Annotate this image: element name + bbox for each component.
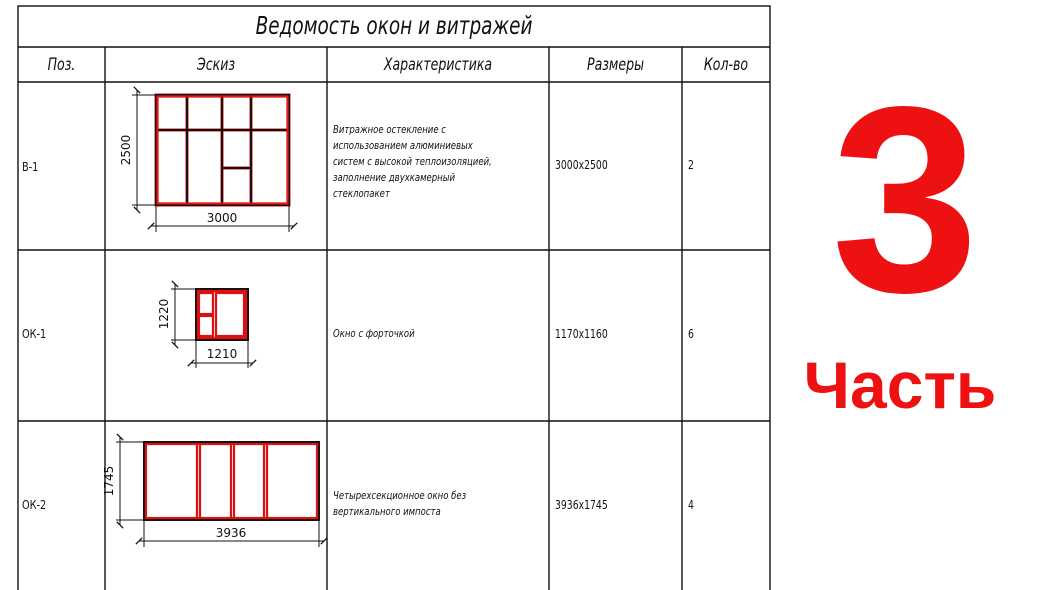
- row-2-size: 1170x1160: [555, 327, 608, 341]
- sketch-ok2-frame: [146, 444, 317, 518]
- row-3-pos: ОК-2: [22, 498, 47, 512]
- row-1-characteristic: [333, 122, 492, 202]
- row-1-size: 3000x2500: [555, 158, 608, 172]
- header-pos: Поз.: [47, 55, 76, 75]
- part-label: Часть: [803, 348, 997, 422]
- header-sizes: Размеры: [587, 55, 644, 75]
- sketch-ok2-height-label: 1745: [102, 465, 116, 497]
- row-1-characteristic-line: стеклопакет: [333, 187, 390, 200]
- row-3-characteristic-line: вертикального импоста: [333, 505, 441, 518]
- row-1-qty: 2: [688, 158, 694, 172]
- row-1-characteristic-line: систем с высокой теплоизоляцией,: [333, 155, 492, 168]
- sketch-v1: [119, 90, 294, 232]
- row-2-qty: 6: [688, 327, 694, 341]
- row-2-pos: ОК-1: [22, 327, 47, 341]
- sketch-ok2-width-label: 3936: [215, 526, 247, 540]
- sketch-ok2: [102, 437, 324, 547]
- sketch-ok1-frame: [198, 291, 246, 338]
- header-characteristic: Характеристика: [383, 55, 493, 75]
- sketch-v1-width-label: 3000: [206, 211, 238, 225]
- row-1-pos: В-1: [22, 160, 39, 174]
- row-3-characteristic: [333, 488, 466, 520]
- row-3-size: 3936x1745: [555, 498, 608, 512]
- part-number: 3: [831, 52, 979, 348]
- table-title: Ведомость окон и витражей: [255, 11, 533, 40]
- row-2-characteristic: [333, 326, 415, 342]
- row-1-characteristic-line: заполнение двухкамерный: [333, 171, 456, 184]
- row-2-characteristic-line: Окно с форточкой: [333, 327, 415, 340]
- sketch-ok1-height-label: 1220: [157, 298, 171, 330]
- sketch-ok1: [157, 284, 253, 368]
- header-sketch: Эскиз: [196, 55, 236, 75]
- row-3-qty: 4: [688, 498, 694, 512]
- row-3-characteristic-line: Четырехсекционное окно без: [333, 489, 467, 502]
- row-1-characteristic-line: использованием алюминиевых: [333, 139, 473, 152]
- sketch-ok1-width-label: 1210: [206, 347, 238, 361]
- sketch-v1-height-label: 2500: [119, 134, 133, 166]
- header-qty: Кол-во: [703, 55, 749, 75]
- row-1-characteristic-line: Витражное остекление с: [333, 123, 446, 136]
